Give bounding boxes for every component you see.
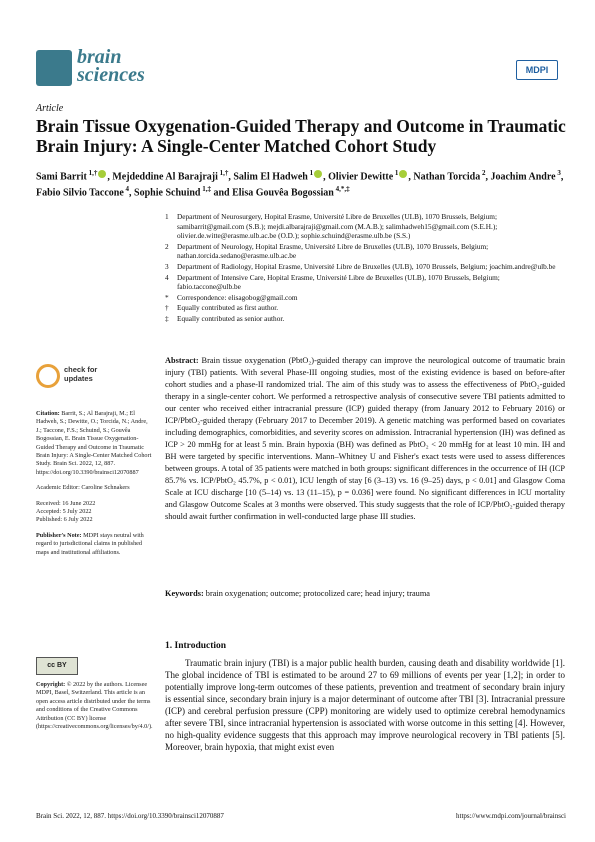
author-affiliation-marker: 2 xyxy=(480,169,486,177)
author-affiliation-marker: 4 xyxy=(123,185,130,194)
affiliation-text: Equally contributed as senior author. xyxy=(177,313,285,323)
citation xyxy=(36,410,154,477)
journal-name-line1: brain xyxy=(77,46,122,68)
journal-logo-icon xyxy=(36,50,72,86)
academic-editor: Academic Editor: Caroline Schnakers xyxy=(36,484,130,492)
page-footer xyxy=(36,812,566,820)
journal-name xyxy=(77,48,145,84)
keywords xyxy=(165,588,565,600)
author-affiliation-marker: 1 xyxy=(307,169,314,177)
abstract-label: Abstract: xyxy=(165,356,199,365)
copyright xyxy=(36,681,154,731)
publisher-note xyxy=(36,532,154,557)
sidebar xyxy=(36,410,154,564)
author-name: Mejdeddine Al Barajraji xyxy=(112,171,218,183)
author-affiliation-marker: 1 xyxy=(393,169,399,177)
author-separator: , xyxy=(485,171,491,183)
author-name: Olivier Dewitte xyxy=(328,171,394,183)
affiliation-row xyxy=(165,314,565,324)
published-date: Published: 6 July 2022 xyxy=(36,516,93,524)
affiliations xyxy=(165,212,565,325)
paper-title: Brain Tissue Oxygenation-Guided Therapy and Outcome in Traumatic Brain Injury: A Single-Center Matched Cohort Study xyxy=(36,116,566,156)
author-affiliation-marker: 3 xyxy=(555,169,561,177)
check-line2: updates xyxy=(64,373,93,383)
author-affiliation-marker: 1,† xyxy=(86,169,98,177)
check-line1: check for xyxy=(64,365,98,374)
author-name: Nathan Torcida xyxy=(413,171,481,183)
affiliation-number: 2 xyxy=(165,241,169,251)
affiliation-text: Department of Neurosurgery, Hopital Erasme, Université Libre de Bruxelles (ULB), 1070 Brussels, Belgium; samibarrit@gmail.com (S.B.); mejdi.albarajraji@gmail.com (M.A.B.); salimhadweh15@gmail.com (S.E.H.); olivier.de.witte@erasme.ulb.ac.be (O.D.); sophie.schuind@erasme.ulb.be (S.S.) xyxy=(177,212,498,241)
copyright-label: Copyright: xyxy=(36,681,66,688)
affiliation-text: Department of Neurology, Hopital Erasme, Université Libre de Bruxelles (ULB), 1070 Brussels, Belgium; nathan.torcida.sedano@erasme.ulb.ac.be xyxy=(177,241,489,261)
author-affiliation-marker: 1,‡ xyxy=(200,185,211,194)
footer-journal-url[interactable]: https://www.mdpi.com/journal/brainsci xyxy=(456,812,566,820)
affiliation-row xyxy=(165,293,565,303)
publisher-note-text: MDPI stays neutral with regard to jurisdictional claims in published maps and institutional affiliations. xyxy=(36,531,144,556)
section-heading: 1. Introduction xyxy=(165,641,227,651)
mdpi-logo[interactable]: MDPI xyxy=(516,60,558,80)
author-separator: , xyxy=(107,171,113,183)
journal-name-line2: sciences xyxy=(77,64,145,86)
author-separator: , xyxy=(560,171,564,183)
affiliation-text: Department of Radiology, Hopital Erasme, Université Libre de Bruxelles (ULB), 1070 Brussels, Belgium; joachim.andre@ulb.be xyxy=(177,261,556,271)
affiliation-row xyxy=(165,262,565,272)
article-type: Article xyxy=(36,103,64,114)
author-name: Fabio Silvio Taccone xyxy=(36,187,124,199)
author-list xyxy=(36,167,566,200)
affiliation-number: * xyxy=(165,292,169,302)
affiliation-number: 1 xyxy=(165,212,169,221)
accepted-date: Accepted: 5 July 2022 xyxy=(36,508,92,516)
affiliation-text: Equally contributed as first author. xyxy=(177,303,279,313)
keywords-label: Keywords: xyxy=(165,589,204,598)
author-separator: , xyxy=(408,171,414,183)
affiliation-text: Correspondence: elisagobog@gmail.com xyxy=(177,292,298,302)
citation-text: Barrit, S.; Al Barajraji, M.; El Hadweh, S.; Dewitte, O.; Torcida, N.; Andre, J.; Taccone, F.S.; Schuind, S.; Gouvêa Bogossian, E. Brain Tissue Oxygenation-Guided Therapy and Outcome in Traumatic Brain Injury: A Single-Center Matched Cohort Study. Brain Sci. 2022, 12, 887. https://doi.org/10.3390/brainsci12070887 xyxy=(36,410,152,476)
received-date: Received: 16 June 2022 xyxy=(36,499,96,507)
affiliation-row xyxy=(165,242,565,261)
author-name: Sophie Schuind xyxy=(134,187,201,199)
keywords-text: brain oxygenation; outcome; protocolized care; head injury; trauma xyxy=(205,589,430,598)
author-name: Sami Barrit xyxy=(36,171,87,183)
abstract xyxy=(165,355,565,523)
affiliation-row xyxy=(165,273,565,292)
author-separator: and xyxy=(210,187,233,199)
publisher-note-label: Publisher's Note: xyxy=(36,531,82,539)
abstract-text: Brain tissue oxygenation (PbtO₂)-guided therapy can improve the neurological outcome of traumatic brain injury (TBI) patients. With several Phase-III ongoing studies, most of the existing evidence is based on before-after cohort studies and a phase-II randomized trial. The aim of this study was to assess the effectiveness of PbtO₂-guided therapy in a single-center cohort. We performed a retrospective analysis of consecutive severe TBI patients admitted to our center who received either intracranial pressure (ICP) guided therapy (from January 2012 to February 2016) or ICP/PbtO₂-guided therapy (February 2017 to December 2019). A genetic matching was performed based on covariates including demographics, comorbidities, and severity scores on admission. Intracranial hypertension (IH) was defined as ICP > 20 mmHg for at least 5 min. Brain hypoxia (BH) was defined as PbtO₂ < 20 mmHg for at least 10 min. IH and BH were targeted by specific interventions. Mann–Whitney U and Fisher's exact tests were used to assess differences between groups. A total of 35 patients were matched in both groups: significant differences in the occurrence of IH (ICP 85.7% vs. ICP/PbtO₂ 45.7%, p < 0.01), ICU length of stay [6 (3–13) vs. 16 (9–25) days, p < 0.01] and Glasgow Coma Scale at ICU discharge [10 (5–14) vs. 13 (11–15), p = 0.036] were found. No significant differences in ICU mortality and Glasgow Outcome Scales at 3 months were observed. This study suggests that the role of ICP/PbtO₂-guided therapy should await further confirmation in well-conducted large phase III studies. xyxy=(165,356,566,521)
affiliation-number: † xyxy=(165,303,169,313)
author-name: Salim El Hadweh xyxy=(233,171,308,183)
author-separator: , xyxy=(228,171,234,183)
check-for-updates-label[interactable] xyxy=(64,366,97,383)
orcid-icon[interactable] xyxy=(98,170,106,178)
cc-by-license-icon[interactable]: cc BY xyxy=(36,657,78,675)
author-name: Elisa Gouvêa Bogossian xyxy=(232,187,334,199)
orcid-icon[interactable] xyxy=(314,170,322,178)
orcid-icon[interactable] xyxy=(399,170,407,178)
affiliation-row xyxy=(165,303,565,313)
affiliation-number: 4 xyxy=(165,272,169,282)
copyright-text: © 2022 by the authors. Licensee MDPI, Basel, Switzerland. This article is an open access article distributed under the terms and conditions of the Creative Commons Attribution (CC BY) license (https://creativecommons.org/licenses/by/4.0/). xyxy=(36,681,153,731)
author-affiliation-marker: 1,† xyxy=(217,169,229,177)
affiliation-number: 3 xyxy=(165,261,169,271)
footer-citation[interactable]: Brain Sci. 2022, 12, 887. https://doi.org/10.3390/brainsci12070887 xyxy=(36,812,224,820)
check-for-updates-icon[interactable] xyxy=(36,364,60,388)
affiliation-row xyxy=(165,212,565,241)
affiliation-number: ‡ xyxy=(165,313,169,323)
citation-label: Citation: xyxy=(36,410,60,417)
author-separator: , xyxy=(323,171,329,183)
author-separator: , xyxy=(129,187,135,199)
author-affiliation-marker: 4,*,‡ xyxy=(333,185,350,194)
author-name: Joachim Andre xyxy=(490,171,556,183)
introduction-text: Traumatic brain injury (TBI) is a major public health burden, causing death and disability worldwide [1]. The global incidence of TBI is estimated to be around 27 to 69 millions of events per year [1,2]; in order to potentially improve long-term outcomes of these patients, prevention and treatment of secondary brain injury is essential since, secondary brain injury is a major determinant of outcome after TBI [3]. Intracranial pressure (ICP) and cerebral perfusion pressure (CPP) monitoring are widely used to optimize cerebral hemodynamics after severe TBI, since intracranial hypertension is associated with worse outcome in this setting [4]. However, no high-quality evidence suggests that this approach may improve neurological recovery in TBI patients [5]. Moreover, brain hypoxia, that might exist even xyxy=(165,658,565,752)
affiliation-text: Department of Intensive Care, Hopital Erasme, Université Libre de Bruxelles (ULB), 1070 Brussels, Belgium; fabio.taccone@ulb.be xyxy=(177,272,500,292)
